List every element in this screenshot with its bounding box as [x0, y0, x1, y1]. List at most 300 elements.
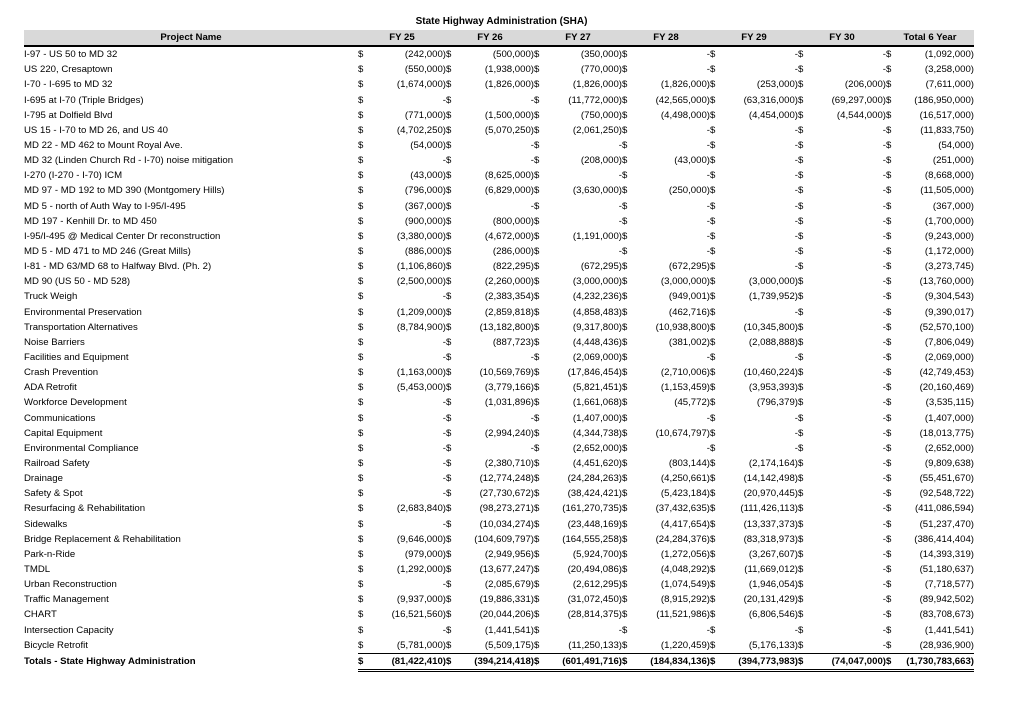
currency-symbol: $	[534, 442, 540, 454]
project-name-cell: MD 5 - MD 471 to MD 246 (Great Mills)	[24, 246, 191, 258]
amount-cell: (3,000,000)	[748, 276, 798, 288]
project-name-cell: I-695 at I-70 (Triple Bridges)	[24, 94, 144, 106]
currency-symbol: $	[886, 64, 892, 76]
project-name-cell: Crash Prevention	[24, 367, 99, 379]
currency-symbol: $	[886, 382, 892, 394]
currency-symbol: $	[622, 533, 628, 545]
amount-cell: (9,317,800)	[572, 321, 622, 333]
amount-cell: (6,829,000)	[484, 185, 534, 197]
currency-symbol: $	[710, 200, 716, 212]
amount-cell: (822,295)	[492, 261, 534, 273]
currency-symbol: $	[358, 624, 364, 636]
currency-symbol: $	[358, 458, 364, 469]
amount-cell: -	[618, 624, 622, 636]
table-row	[24, 168, 974, 183]
amount-cell: -	[442, 427, 446, 439]
currency-symbol: $	[622, 653, 634, 670]
amount-cell: -	[442, 458, 446, 469]
currency-symbol: $	[710, 458, 716, 469]
currency-symbol: $	[358, 563, 364, 575]
currency-symbol: $	[622, 230, 628, 242]
amount-cell: -	[794, 306, 798, 318]
amount-cell: -	[794, 124, 798, 136]
currency-symbol: $	[534, 94, 540, 106]
table-body	[24, 46, 974, 670]
currency-symbol: $	[798, 276, 804, 288]
amount-cell: (9,937,000)	[396, 594, 446, 606]
amount-cell: (18,013,775)	[919, 427, 974, 439]
amount-cell: (186,950,000)	[914, 94, 974, 106]
currency-symbol: $	[358, 185, 364, 197]
currency-symbol: $	[622, 140, 628, 152]
currency-symbol: $	[622, 321, 628, 333]
amount-cell: (2,380,710)	[484, 458, 534, 469]
currency-symbol: $	[798, 321, 804, 333]
amount-cell: (52,570,100)	[919, 321, 974, 333]
currency-symbol: $	[710, 246, 716, 258]
amount-cell: (1,172,000)	[924, 246, 974, 258]
amount-cell: (1,407,000)	[572, 412, 622, 424]
project-name-cell: MD 22 - MD 462 to Mount Royal Ave.	[24, 140, 183, 152]
currency-symbol: $	[622, 563, 628, 575]
project-name-cell: I-270 (I-270 - I-70) ICM	[24, 170, 123, 182]
currency-symbol: $	[798, 140, 804, 152]
amount-cell: (3,267,607)	[748, 548, 798, 560]
currency-symbol: $	[446, 397, 452, 409]
currency-symbol: $	[358, 155, 364, 167]
amount-cell: (672,295)	[668, 261, 710, 273]
currency-symbol: $	[446, 79, 452, 91]
currency-symbol: $	[622, 109, 628, 121]
amount-cell: (1,730,783,663)	[898, 653, 974, 670]
currency-symbol: $	[710, 427, 716, 439]
amount-cell: -	[882, 64, 886, 76]
amount-cell: -	[706, 140, 710, 152]
currency-symbol: $	[886, 109, 892, 121]
currency-symbol: $	[798, 382, 804, 394]
currency-symbol: $	[358, 276, 364, 288]
currency-symbol: $	[534, 624, 540, 636]
table-row	[24, 486, 974, 501]
currency-symbol: $	[710, 109, 716, 121]
currency-symbol: $	[710, 609, 716, 621]
project-name-cell: MD 90 (US 50 - MD 528)	[24, 276, 131, 288]
table-row	[24, 411, 974, 426]
currency-symbol: $	[710, 473, 716, 485]
currency-symbol: $	[446, 412, 452, 424]
amount-cell: -	[442, 518, 446, 530]
amount-cell: (13,337,373)	[743, 518, 798, 530]
table-row	[24, 199, 974, 214]
currency-symbol: $	[798, 488, 804, 500]
amount-cell: (803,144)	[668, 458, 710, 469]
currency-symbol: $	[622, 412, 628, 424]
amount-cell: (23,448,169)	[567, 518, 622, 530]
project-name-cell: Drainage	[24, 473, 63, 485]
currency-symbol: $	[622, 427, 628, 439]
amount-cell: (38,424,421)	[567, 488, 622, 500]
amount-cell: -	[442, 488, 446, 500]
currency-symbol: $	[534, 382, 540, 394]
currency-symbol: $	[534, 639, 540, 651]
amount-cell: (2,994,240)	[484, 427, 534, 439]
amount-cell: (11,833,750)	[920, 124, 974, 136]
amount-cell: (796,379)	[756, 397, 798, 409]
amount-cell: (3,273,745)	[924, 261, 974, 273]
amount-cell: -	[882, 609, 886, 621]
currency-symbol: $	[622, 609, 628, 621]
currency-symbol: $	[446, 170, 452, 182]
table-row	[24, 214, 974, 229]
currency-symbol: $	[622, 548, 628, 560]
amount-cell: (411,086,594)	[914, 503, 974, 515]
currency-symbol: $	[358, 261, 364, 273]
amount-cell: (10,938,800)	[655, 321, 710, 333]
header-fy28: FY 28	[622, 30, 710, 46]
currency-symbol: $	[446, 488, 452, 500]
currency-symbol: $	[710, 639, 716, 651]
amount-cell: (4,048,292)	[660, 563, 710, 575]
currency-symbol: $	[534, 170, 540, 182]
currency-symbol: $	[534, 155, 540, 167]
amount-cell: (394,773,983)	[722, 653, 798, 670]
amount-cell: (10,569,769)	[479, 367, 534, 379]
currency-symbol: $	[886, 230, 892, 242]
amount-cell: -	[794, 140, 798, 152]
project-name-cell: Transportation Alternatives	[24, 321, 138, 333]
totals-row	[24, 653, 974, 670]
amount-cell: (770,000)	[580, 64, 622, 76]
currency-symbol: $	[358, 609, 364, 621]
amount-cell: (2,069,000)	[924, 352, 974, 364]
amount-cell: (5,781,000)	[396, 639, 446, 651]
header-total-6-year: Total 6 Year	[886, 30, 974, 46]
currency-symbol: $	[358, 124, 364, 136]
currency-symbol: $	[622, 306, 628, 318]
amount-cell: (4,858,483)	[572, 306, 622, 318]
project-name-cell: Safety & Spot	[24, 488, 83, 500]
table-row	[24, 350, 974, 365]
currency-symbol: $	[886, 246, 892, 258]
project-name-cell: Facilities and Equipment	[24, 352, 129, 364]
amount-cell: (1,092,000)	[924, 49, 974, 61]
amount-cell: (4,454,000)	[748, 109, 798, 121]
table-row	[24, 335, 974, 350]
currency-symbol: $	[886, 639, 892, 651]
currency-symbol: $	[886, 200, 892, 212]
amount-cell: (28,814,375)	[567, 609, 622, 621]
amount-cell: (11,669,012)	[744, 563, 798, 575]
currency-symbol: $	[710, 653, 722, 670]
currency-symbol: $	[358, 291, 364, 303]
currency-symbol: $	[622, 64, 628, 76]
currency-symbol: $	[358, 412, 364, 424]
amount-cell: -	[794, 412, 798, 424]
currency-symbol: $	[710, 579, 716, 591]
currency-symbol: $	[798, 170, 804, 182]
amount-cell: -	[882, 473, 886, 485]
currency-symbol: $	[798, 230, 804, 242]
currency-symbol: $	[534, 412, 540, 424]
currency-symbol: $	[534, 503, 540, 515]
currency-symbol: $	[710, 140, 716, 152]
amount-cell: (3,630,000)	[572, 185, 622, 197]
amount-cell: (3,953,393)	[748, 382, 798, 394]
amount-cell: -	[442, 94, 446, 106]
budget-table	[24, 30, 974, 672]
amount-cell: -	[442, 336, 446, 348]
currency-symbol: $	[358, 336, 364, 348]
currency-symbol: $	[446, 336, 452, 348]
amount-cell: (394,214,418)	[458, 653, 534, 670]
amount-cell: -	[706, 49, 710, 61]
currency-symbol: $	[446, 64, 452, 76]
currency-symbol: $	[446, 548, 452, 560]
amount-cell: -	[794, 261, 798, 273]
amount-cell: -	[882, 230, 886, 242]
currency-symbol: $	[446, 653, 458, 670]
project-name-cell: Totals - State Highway Administration	[24, 656, 196, 668]
table-row	[24, 244, 974, 259]
currency-symbol: $	[886, 140, 892, 152]
currency-symbol: $	[534, 548, 540, 560]
currency-symbol: $	[710, 64, 716, 76]
amount-cell: (5,509,175)	[484, 639, 534, 651]
currency-symbol: $	[886, 170, 892, 182]
amount-cell: -	[882, 246, 886, 258]
currency-symbol: $	[886, 276, 892, 288]
amount-cell: -	[882, 458, 886, 469]
amount-cell: (81,422,410)	[370, 653, 446, 670]
amount-cell: (2,652,000)	[572, 442, 622, 454]
amount-cell: -	[794, 49, 798, 61]
amount-cell: -	[882, 548, 886, 560]
amount-cell: -	[442, 291, 446, 303]
currency-symbol: $	[446, 49, 452, 61]
amount-cell: -	[882, 397, 886, 409]
amount-cell: (251,000)	[932, 155, 974, 167]
header-fy30: FY 30	[798, 30, 886, 46]
currency-symbol: $	[446, 518, 452, 530]
amount-cell: (208,000)	[580, 155, 622, 167]
amount-cell: -	[442, 412, 446, 424]
currency-symbol: $	[710, 124, 716, 136]
currency-symbol: $	[622, 276, 628, 288]
amount-cell: -	[794, 624, 798, 636]
currency-symbol: $	[358, 653, 370, 670]
currency-symbol: $	[710, 397, 716, 409]
amount-cell: (7,806,049)	[924, 336, 974, 348]
currency-symbol: $	[886, 124, 892, 136]
currency-symbol: $	[798, 518, 804, 530]
currency-symbol: $	[798, 503, 804, 515]
currency-symbol: $	[358, 427, 364, 439]
currency-symbol: $	[358, 397, 364, 409]
amount-cell: -	[882, 352, 886, 364]
currency-symbol: $	[358, 140, 364, 152]
currency-symbol: $	[798, 458, 804, 469]
amount-cell: (6,806,546)	[748, 609, 798, 621]
currency-symbol: $	[446, 291, 452, 303]
amount-cell: -	[794, 230, 798, 242]
amount-cell: (462,716)	[668, 306, 710, 318]
currency-symbol: $	[446, 200, 452, 212]
amount-cell: (42,749,453)	[919, 367, 974, 379]
currency-symbol: $	[358, 49, 364, 61]
project-name-cell: I-81 - MD 63/MD 68 to Halfway Blvd. (Ph. 2)	[24, 261, 212, 273]
currency-symbol: $	[886, 609, 892, 621]
currency-symbol: $	[886, 79, 892, 91]
currency-symbol: $	[710, 412, 716, 424]
currency-symbol: $	[622, 79, 628, 91]
currency-symbol: $	[446, 276, 452, 288]
currency-symbol: $	[886, 397, 892, 409]
currency-symbol: $	[710, 261, 716, 273]
header-project-name: Project Name	[24, 30, 358, 46]
amount-cell: (43,000)	[410, 170, 446, 182]
amount-cell: (111,426,113)	[740, 503, 798, 515]
currency-symbol: $	[534, 230, 540, 242]
amount-cell: -	[882, 624, 886, 636]
currency-symbol: $	[886, 458, 892, 469]
amount-cell: (27,730,672)	[479, 488, 534, 500]
currency-symbol: $	[710, 594, 716, 606]
amount-cell: (184,834,136)	[634, 653, 710, 670]
amount-cell: (550,000)	[404, 64, 446, 76]
currency-symbol: $	[710, 306, 716, 318]
currency-symbol: $	[886, 367, 892, 379]
currency-symbol: $	[446, 109, 452, 121]
amount-cell: (3,000,000)	[572, 276, 622, 288]
amount-cell: (13,760,000)	[919, 276, 974, 288]
amount-cell: (20,970,445)	[743, 488, 798, 500]
amount-cell: (1,292,000)	[396, 563, 446, 575]
amount-cell: -	[706, 230, 710, 242]
currency-symbol: $	[798, 473, 804, 485]
currency-symbol: $	[710, 185, 716, 197]
amount-cell: (74,047,000)	[810, 653, 886, 670]
currency-symbol: $	[886, 306, 892, 318]
amount-cell: -	[882, 412, 886, 424]
currency-symbol: $	[622, 473, 628, 485]
table-row	[24, 638, 974, 654]
currency-symbol: $	[886, 518, 892, 530]
amount-cell: (31,072,450)	[567, 594, 622, 606]
amount-cell: (887,723)	[492, 336, 534, 348]
project-name-cell: MD 97 - MD 192 to MD 390 (Montgomery Hills)	[24, 185, 225, 197]
amount-cell: -	[442, 397, 446, 409]
currency-symbol: $	[710, 321, 716, 333]
currency-symbol: $	[886, 427, 892, 439]
amount-cell: (2,612,295)	[572, 579, 622, 591]
currency-symbol: $	[886, 548, 892, 560]
amount-cell: (2,069,000)	[572, 352, 622, 364]
currency-symbol: $	[710, 230, 716, 242]
currency-symbol: $	[798, 427, 804, 439]
currency-symbol: $	[886, 185, 892, 197]
currency-symbol: $	[534, 352, 540, 364]
currency-symbol: $	[446, 473, 452, 485]
amount-cell: (2,949,956)	[484, 548, 534, 560]
currency-symbol: $	[358, 639, 364, 651]
currency-symbol: $	[534, 397, 540, 409]
project-name-cell: MD 32 (Linden Church Rd - I-70) noise mitigation	[24, 155, 234, 167]
amount-cell: (11,505,000)	[920, 185, 974, 197]
amount-cell: -	[794, 442, 798, 454]
currency-symbol: $	[622, 579, 628, 591]
amount-cell: -	[882, 124, 886, 136]
amount-cell: (8,784,900)	[396, 321, 446, 333]
table-row	[24, 395, 974, 410]
amount-cell: (51,237,470)	[919, 518, 974, 530]
amount-cell: (24,284,376)	[655, 533, 710, 545]
project-name-cell: Environmental Preservation	[24, 306, 142, 318]
amount-cell: -	[882, 518, 886, 530]
table-row	[24, 441, 974, 456]
currency-symbol: $	[886, 488, 892, 500]
amount-cell: -	[882, 276, 886, 288]
currency-symbol: $	[358, 200, 364, 212]
project-name-cell: TMDL	[24, 563, 51, 575]
amount-cell: -	[882, 579, 886, 591]
amount-cell: -	[882, 533, 886, 545]
currency-symbol: $	[622, 488, 628, 500]
amount-cell: (10,460,224)	[743, 367, 798, 379]
table-row	[24, 229, 974, 244]
amount-cell: (3,000,000)	[660, 276, 710, 288]
currency-symbol: $	[798, 653, 810, 670]
amount-cell: (13,677,247)	[479, 563, 534, 575]
project-name-cell: Noise Barriers	[24, 336, 85, 348]
amount-cell: (2,383,354)	[484, 291, 534, 303]
currency-symbol: $	[446, 261, 452, 273]
currency-symbol: $	[534, 563, 540, 575]
currency-symbol: $	[710, 548, 716, 560]
amount-cell: -	[882, 200, 886, 212]
currency-symbol: $	[534, 306, 540, 318]
currency-symbol: $	[534, 458, 540, 469]
amount-cell: -	[882, 427, 886, 439]
amount-cell: (1,074,549)	[660, 579, 710, 591]
amount-cell: -	[882, 155, 886, 167]
amount-cell: (2,174,164)	[748, 458, 798, 469]
table-row	[24, 138, 974, 153]
amount-cell: (4,672,000)	[484, 230, 534, 242]
currency-symbol: $	[622, 246, 628, 258]
currency-symbol: $	[358, 473, 364, 485]
currency-symbol: $	[798, 624, 804, 636]
amount-cell: -	[442, 155, 446, 167]
amount-cell: (3,535,115)	[925, 397, 974, 409]
currency-symbol: $	[798, 49, 804, 61]
amount-cell: (1,191,000)	[572, 230, 622, 242]
amount-cell: (16,517,000)	[919, 109, 974, 121]
amount-cell: (7,718,577)	[924, 579, 974, 591]
amount-cell: -	[794, 352, 798, 364]
amount-cell: (45,772)	[674, 397, 710, 409]
amount-cell: -	[882, 261, 886, 273]
amount-cell: (5,070,250)	[484, 124, 534, 136]
currency-symbol: $	[798, 639, 804, 651]
project-name-cell: CHART	[24, 609, 57, 621]
currency-symbol: $	[622, 442, 628, 454]
currency-symbol: $	[534, 518, 540, 530]
currency-symbol: $	[798, 306, 804, 318]
table-row	[24, 426, 974, 441]
amount-cell: (2,652,000)	[924, 442, 974, 454]
amount-cell: (800,000)	[492, 215, 534, 227]
currency-symbol: $	[446, 609, 452, 621]
